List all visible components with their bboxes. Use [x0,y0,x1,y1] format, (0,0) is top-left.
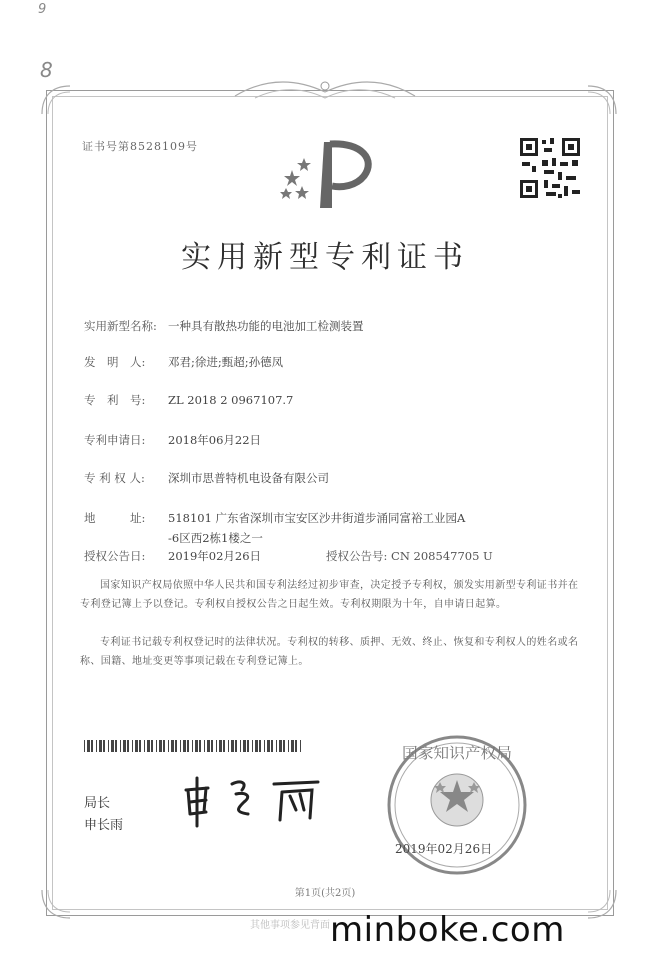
director-name: 申长雨 [84,818,124,833]
field-address [84,510,465,526]
field-patent-number [84,392,293,408]
field-label: 地 址: [84,511,146,525]
field-filing-date [84,432,261,448]
field-label: 专 利 权 人: [84,471,145,485]
field-label: 专 利 号: [84,393,146,407]
field-value: 深圳市思普特机电设备有限公司 [168,471,329,485]
top-ornament-icon [225,76,425,104]
corner-ornament-icon [584,84,618,118]
field-utility-model-name [84,318,364,334]
certificate-title: 实用新型专利证书 [181,240,469,275]
field-value: 2018年06月22日 [168,433,262,447]
barcode-icon [84,740,304,752]
field-grant-number [326,548,493,564]
certificate-number: 证书号第8528109号 [82,140,198,153]
field-label: 授权公告日: [84,549,146,563]
field-value: 邓君;徐进;甄超;孙德凤 [168,355,284,369]
footer-note: 其他事项参见背面 [250,920,330,931]
site-watermark: minboke.com [330,910,565,950]
seal-text: 国家知识产权局 [402,744,512,762]
director-title: 局长 [84,796,111,811]
field-label: 实用新型名称: [84,319,157,333]
handwritten-mark-top: 9 [38,2,47,17]
director-signature [178,770,338,830]
handwritten-mark-second: 8 [40,58,53,82]
cnipa-logo-icon [272,130,382,220]
field-label: 专利申请日: [84,433,146,447]
field-value: ZL 2018 2 0967107.7 [168,393,294,407]
field-patent-holder [84,470,329,486]
field-label: 授权公告号: [326,549,388,563]
field-value: CN 208547705 U [391,549,493,563]
field-value: 518101 广东省深圳市宝安区沙井街道步涌同富裕工业园A [168,511,466,525]
field-value: 2019年02月26日 [168,549,262,563]
field-grant-date [84,548,261,564]
official-seal-icon [382,730,532,880]
field-value: 一种具有散热功能的电池加工检测装置 [168,319,364,333]
statement-paragraph-1: 国家知识产权局依照中华人民共和国专利法经过初步审查，决定授予专利权，颁发实用新型专利证书并在专利登记簿上予以登记。专利权自授权公告之日起生效。专利权期限为十年，自申请日起算。 [80,580,579,610]
page-number: 第1页(共2页) [294,888,356,899]
qr-code-icon [518,136,582,200]
field-label: 发 明 人: [84,355,146,369]
field-address-line2: -6区西2栋1楼之一 [168,531,263,545]
statement-paragraph-2: 专利证书记载专利权登记时的法律状况。专利权的转移、质押、无效、终止、恢复和专利权人的姓名或名称、国籍、地址变更等事项记载在专利登记簿上。 [80,637,579,667]
field-inventor [84,354,283,370]
corner-ornament-icon [40,84,74,118]
seal-date: 2019年02月26日 [395,842,493,856]
